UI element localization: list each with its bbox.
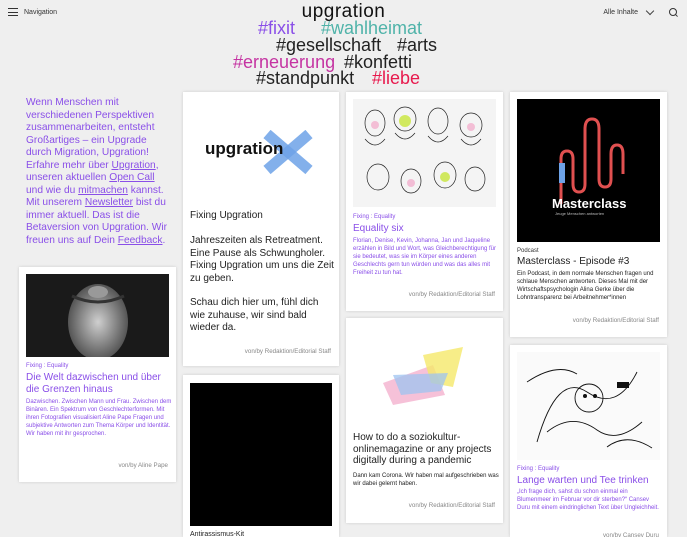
card-fixing-upgration[interactable] (183, 92, 339, 366)
card-author: von/by Redaktion/Editorial Staff (244, 348, 331, 355)
intro-text: Wenn Menschen mit verschiedenen Perspektiven zusammenarbeiten, entsteht Großartiges – ein Upgrade durch Migration, Upgration! Erfahre mehr über Upgration, unseren aktuellen Open Call und wie du mitmachen kannst. Mit unserem Newsletter bist du immer aktuell. Das ist die Betaversion von Upgration. Wir freuen uns auf Dein Feedback. (26, 97, 167, 246)
tag-wahlheimat[interactable]: #wahlheimat (321, 18, 423, 38)
card-masterclass[interactable] (510, 92, 667, 337)
drawing-image (517, 352, 660, 460)
tag-erneuerung[interactable]: #erneuerung (233, 52, 336, 72)
navigation-label: Navigation (24, 8, 58, 16)
tag-arts[interactable]: #arts (397, 35, 438, 55)
black-image (190, 383, 332, 526)
card-title: Fixing Upgration (190, 210, 263, 221)
tag-liebe[interactable]: #liebe (372, 68, 421, 88)
card-lange-warten[interactable] (510, 345, 667, 537)
filter-label: Alle Inhalte (603, 9, 638, 16)
link-open-call[interactable]: Open Call (109, 172, 155, 183)
tag-standpunkt[interactable]: #standpunkt (256, 68, 355, 88)
card-description: „Ich frage dich, sahst du schon einmal ein Blumenmeer im Februar vor dir sterben?“ Cansev Duru mit einem eindringlichen Text über Ungleichheit. (517, 489, 659, 511)
card-description: Dann kam Corona. Wir haben mal aufgeschrieben was wir dabei gelernt haben. (353, 473, 499, 487)
link-upgration[interactable]: Upgration (111, 159, 156, 171)
card-title: Lange warten und Tee trinken (517, 475, 649, 486)
card-antirassismus-kit[interactable] (183, 375, 339, 537)
tag-konfetti[interactable]: #konfetti (344, 52, 413, 72)
card-description: Dazwischen. Zwischen Mann und Frau. Zwischen dem Binären. Ein Spektrum von Geschlechterformen. Mit ihren Fotografien visualisiert Aline Pape Fragen und subjektive Antworten zum Thema Körper und Identität. Wir haben mit ihr gesprochen. (26, 399, 172, 437)
photo-image (26, 274, 169, 357)
card-title: Equality six (353, 223, 404, 234)
card-text: Jahreszeiten als Retreatment. Eine Pause als Schwungholer. Fixing Upgration um uns die Zeit zu geben. (190, 235, 334, 284)
card-author: von/by Redaktion/Editorial Staff (408, 502, 495, 509)
link-mitmachen[interactable]: mitmachen (78, 184, 128, 196)
card-category: Fixing : Equality (26, 363, 69, 369)
card-author: von/by Aline Pape (118, 462, 168, 469)
link-newsletter[interactable]: Newsletter (84, 197, 134, 208)
card-equality-six[interactable] (346, 92, 503, 311)
illustration-image (353, 99, 496, 207)
tag-fixit[interactable]: #fixit (258, 18, 296, 38)
card-author: von/by Redaktion/Editorial Staff (408, 291, 495, 298)
card-welt-dazwischen[interactable] (19, 267, 176, 482)
tag-gesellschaft[interactable]: #gesellschaft (276, 35, 382, 55)
site-logo[interactable]: upgration (301, 1, 386, 22)
card-text-2: Schau dich hier um, fühl dich wie zuhause, wir sind bald wieder da. (190, 297, 319, 333)
card-title: Masterclass - Episode #3 (517, 256, 630, 267)
upgration-logo-image: upgration (205, 130, 325, 180)
card-author: von/by Cansev Duru (602, 532, 659, 537)
card-category: Fixing : Equality (517, 466, 560, 472)
card-title: Die Welt dazwischen und über die Grenzen hinaus (26, 372, 161, 395)
link-feedback[interactable]: Feedback (117, 234, 163, 246)
card-author: von/by Redaktion/Editorial Staff (572, 317, 659, 324)
card-description: Ein Podcast, in dem normale Menschen fragen und schlaue Menschen antworten. Dieses Mal mit der Wirtschaftspsychologin Alina Gerke über die Lohntransparenz bei Arbeitnehmer*innen (517, 271, 654, 301)
card-title: How to do a soziokultur-onlinemagazine or any projects digitally during a pandemic (353, 432, 492, 466)
card-description: Florian, Denise, Kevin, Johanna, Jan und Jaqueline erzählen in Bild und Wort, was Gleichberechtigung für sie bedeutet, was sie im Körper eines anderen Geschlechts gern tun würden und was das alles mit Freiheit zu tun hat. (353, 238, 496, 276)
card-how-to[interactable] (346, 318, 503, 523)
card-category: Fixing : Equality (353, 214, 396, 220)
confetti-image (353, 325, 496, 425)
card-title: Antirassismus-Kit (190, 531, 245, 537)
podcast-cover-image: Masterclass Jeuge Menschen antworten (517, 99, 660, 242)
card-category: Podcast (517, 248, 539, 254)
